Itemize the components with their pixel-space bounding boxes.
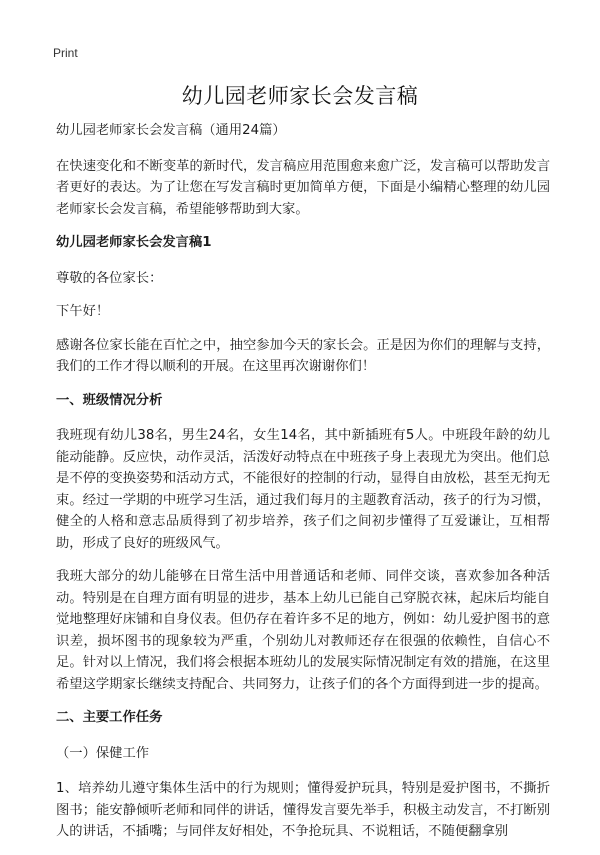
print-label: Print <box>53 46 78 60</box>
intro-paragraph: 在快速变化和不断变革的新时代，发言稿应用范围愈来愈广泛，发言稿可以帮助发言者更好的表达。为了让您在写发言稿时更加简单方便，下面是小编精心整理的幼儿园老师家长会发言稿，希望能够帮助到大家。 <box>56 158 550 217</box>
section2-subheading: （一）保健工作 <box>56 745 150 761</box>
article-heading: 幼儿园老师家长会发言稿1 <box>56 235 212 250</box>
document-subtitle: 幼儿园老师家长会发言稿（通用24篇） <box>56 123 286 138</box>
thanks-paragraph: 感谢各位家长能在百忙之中，抽空参加今天的家长会。正是因为你们的理解与支持，我们的工作才得以顺利的开展。在这里再次谢谢你们！ <box>56 337 550 374</box>
section2-heading: 二、主要工作任务 <box>56 710 163 725</box>
section1-paragraph-2: 我班大部分的幼儿能够在日常生活中用普通话和老师、同伴交谈，喜欢参加各种活动。特别是在自理方面有明显的进步，基本上幼儿已能自己穿脱衣袜，起床后均能自觉地整理好床铺和自身仪表。但仍存在着许多不足的地方，例如：幼儿爱护图书的意识差，损坏图书的现象较为严重，个别幼儿对教师还存在很强的依赖性，自信心不足。针对以上情况，我们将会根据本班幼儿的发展实际情况制定有效的措施，在这里希望这学期家长继续支持配合、共同努力，让孩子们的各个方面得到进一步的提高。 <box>56 569 550 692</box>
page-title: 幼儿园老师家长会发言稿 <box>181 84 419 108</box>
good-afternoon-line: 下午好！ <box>56 304 110 319</box>
section1-heading: 一、班级情况分析 <box>56 392 163 408</box>
section2-item-1: 1、培养幼儿遵守集体生活中的行为规则；懂得爱护玩具，特别是爱护图书，不撕折图书；能安静倾听老师和同伴的讲话，懂得发言要先举手，积极主动发言，不打断别人的讲话，不插嘴；与同伴友好相处，不争抢玩具、不说粗话，不随便翻拿别 <box>56 781 550 839</box>
document-body <box>56 120 550 855</box>
section1-paragraph-1: 我班现有幼儿38名，男生24名，女生14名，其中新插班有5人。中班段年龄的幼儿能动能静。反应快，动作灵活，活泼好动特点在中班孩子身上表现尤为突出。他们总是不停的变换姿势和活动方式，不能很好的控制的行动，显得自由放松，甚至无拘无束。经过一学期的中班学习生活，通过我们每月的主题教育活动，孩子的行为习惯，健全的人格和意志品质得到了初步培养，孩子们之间初步懂得了互爱谦让，互相帮助，形成了良好的班级风气。 <box>56 428 550 551</box>
greeting-line: 尊敬的各位家长： <box>56 270 163 286</box>
